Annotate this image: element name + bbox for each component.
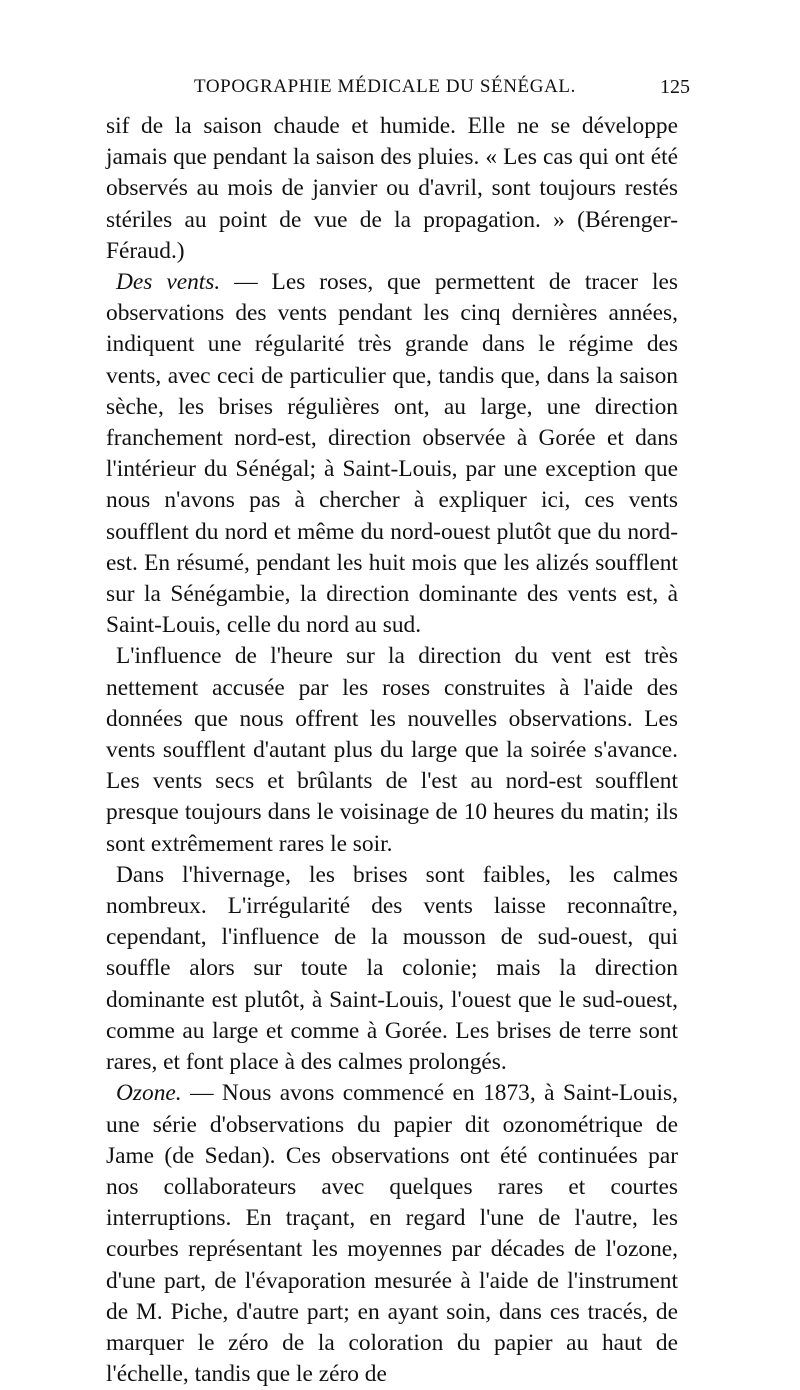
paragraph-text: Dans l'hivernage, les brises sont faibles, les calmes nombreux. L'irrégularité des vents laisse reconnaître, cependant, l'influence de la mousson de sud-ouest, qui souffle alors sur toute la colonie; mais la direction dominante est plutôt, à Saint-Louis, l'ouest que le sud-ouest, comme au large et comme à Gorée. Les brises de terre sont rares, et font place à des calmes prolongés. xyxy=(106,861,678,1076)
section-lead: Des vents. xyxy=(116,269,221,296)
paragraph xyxy=(106,267,678,641)
page-number: 125 xyxy=(660,76,690,98)
paragraph xyxy=(106,111,678,267)
paragraph-text: — Nous avons commencé en 1873, à Saint-Louis, une série d'observations du papier dit ozonométrique de Jame (de Sedan). Ces observations ont été continuées par nos collaborateurs avec quelques rares et courtes interruptions. En traçant, en regard l'une de l'autre, les courbes représentant les moyennes par décades de l'ozone, d'une part, de l'évaporation mesurée à l'aide de l'instrument de M. Piche, d'autre part; en ayant soin, dans ces tracés, de marquer le zéro de la coloration du papier au haut de l'échelle, tandis que le zéro de xyxy=(106,1080,678,1388)
body-text xyxy=(106,111,678,1390)
paragraph xyxy=(106,1078,678,1390)
paragraph-text: — Les roses, que permettent de tracer les observations des vents pendant les cinq dernières années, indiquent une régularité très grande dans le régime des vents, avec ceci de particulier que, tandis que, dans la saison sèche, les brises régulières ont, au large, une direction franchement nord-est, direction observée à Gorée et dans l'intérieur du Sénégal; à Saint-Louis, par une exception que nous n'avons pas à chercher à expliquer ici, ces vents soufflent du nord et même du nord-ouest plutôt que du nord-est. En résumé, pendant les huit mois que les alizés soufflent sur la Sénégambie, la direction dominante des vents est, à Saint-Louis, celle du nord au sud. xyxy=(106,269,679,639)
running-title: TOPOGRAPHIE MÉDICALE DU SÉNÉGAL. xyxy=(194,76,576,97)
paragraph xyxy=(106,860,678,1078)
paragraph-text: L'influence de l'heure sur la direction du vent est très nettement accusée par les roses construites à l'aide des données que nous offrent les nouvelles observations. Les vents soufflent d'autant plus du large que la soirée s'avance. Les vents secs et brûlants de l'est au nord-est soufflent presque toujours dans le voisinage de 10 heures du matin; ils sont extrêmement rares le soir. xyxy=(106,643,678,857)
section-lead: Ozone. xyxy=(116,1080,182,1107)
running-header xyxy=(180,76,690,110)
paragraph-text: sif de la saison chaude et humide. Elle ne se développe jamais que pendant la saison des pluies. « Les cas qui ont été observés au mois de janvier ou d'avril, sont toujours restés stériles au point de vue de la propagation. » (Bérenger-Féraud.) xyxy=(106,113,678,264)
paragraph xyxy=(106,641,678,859)
